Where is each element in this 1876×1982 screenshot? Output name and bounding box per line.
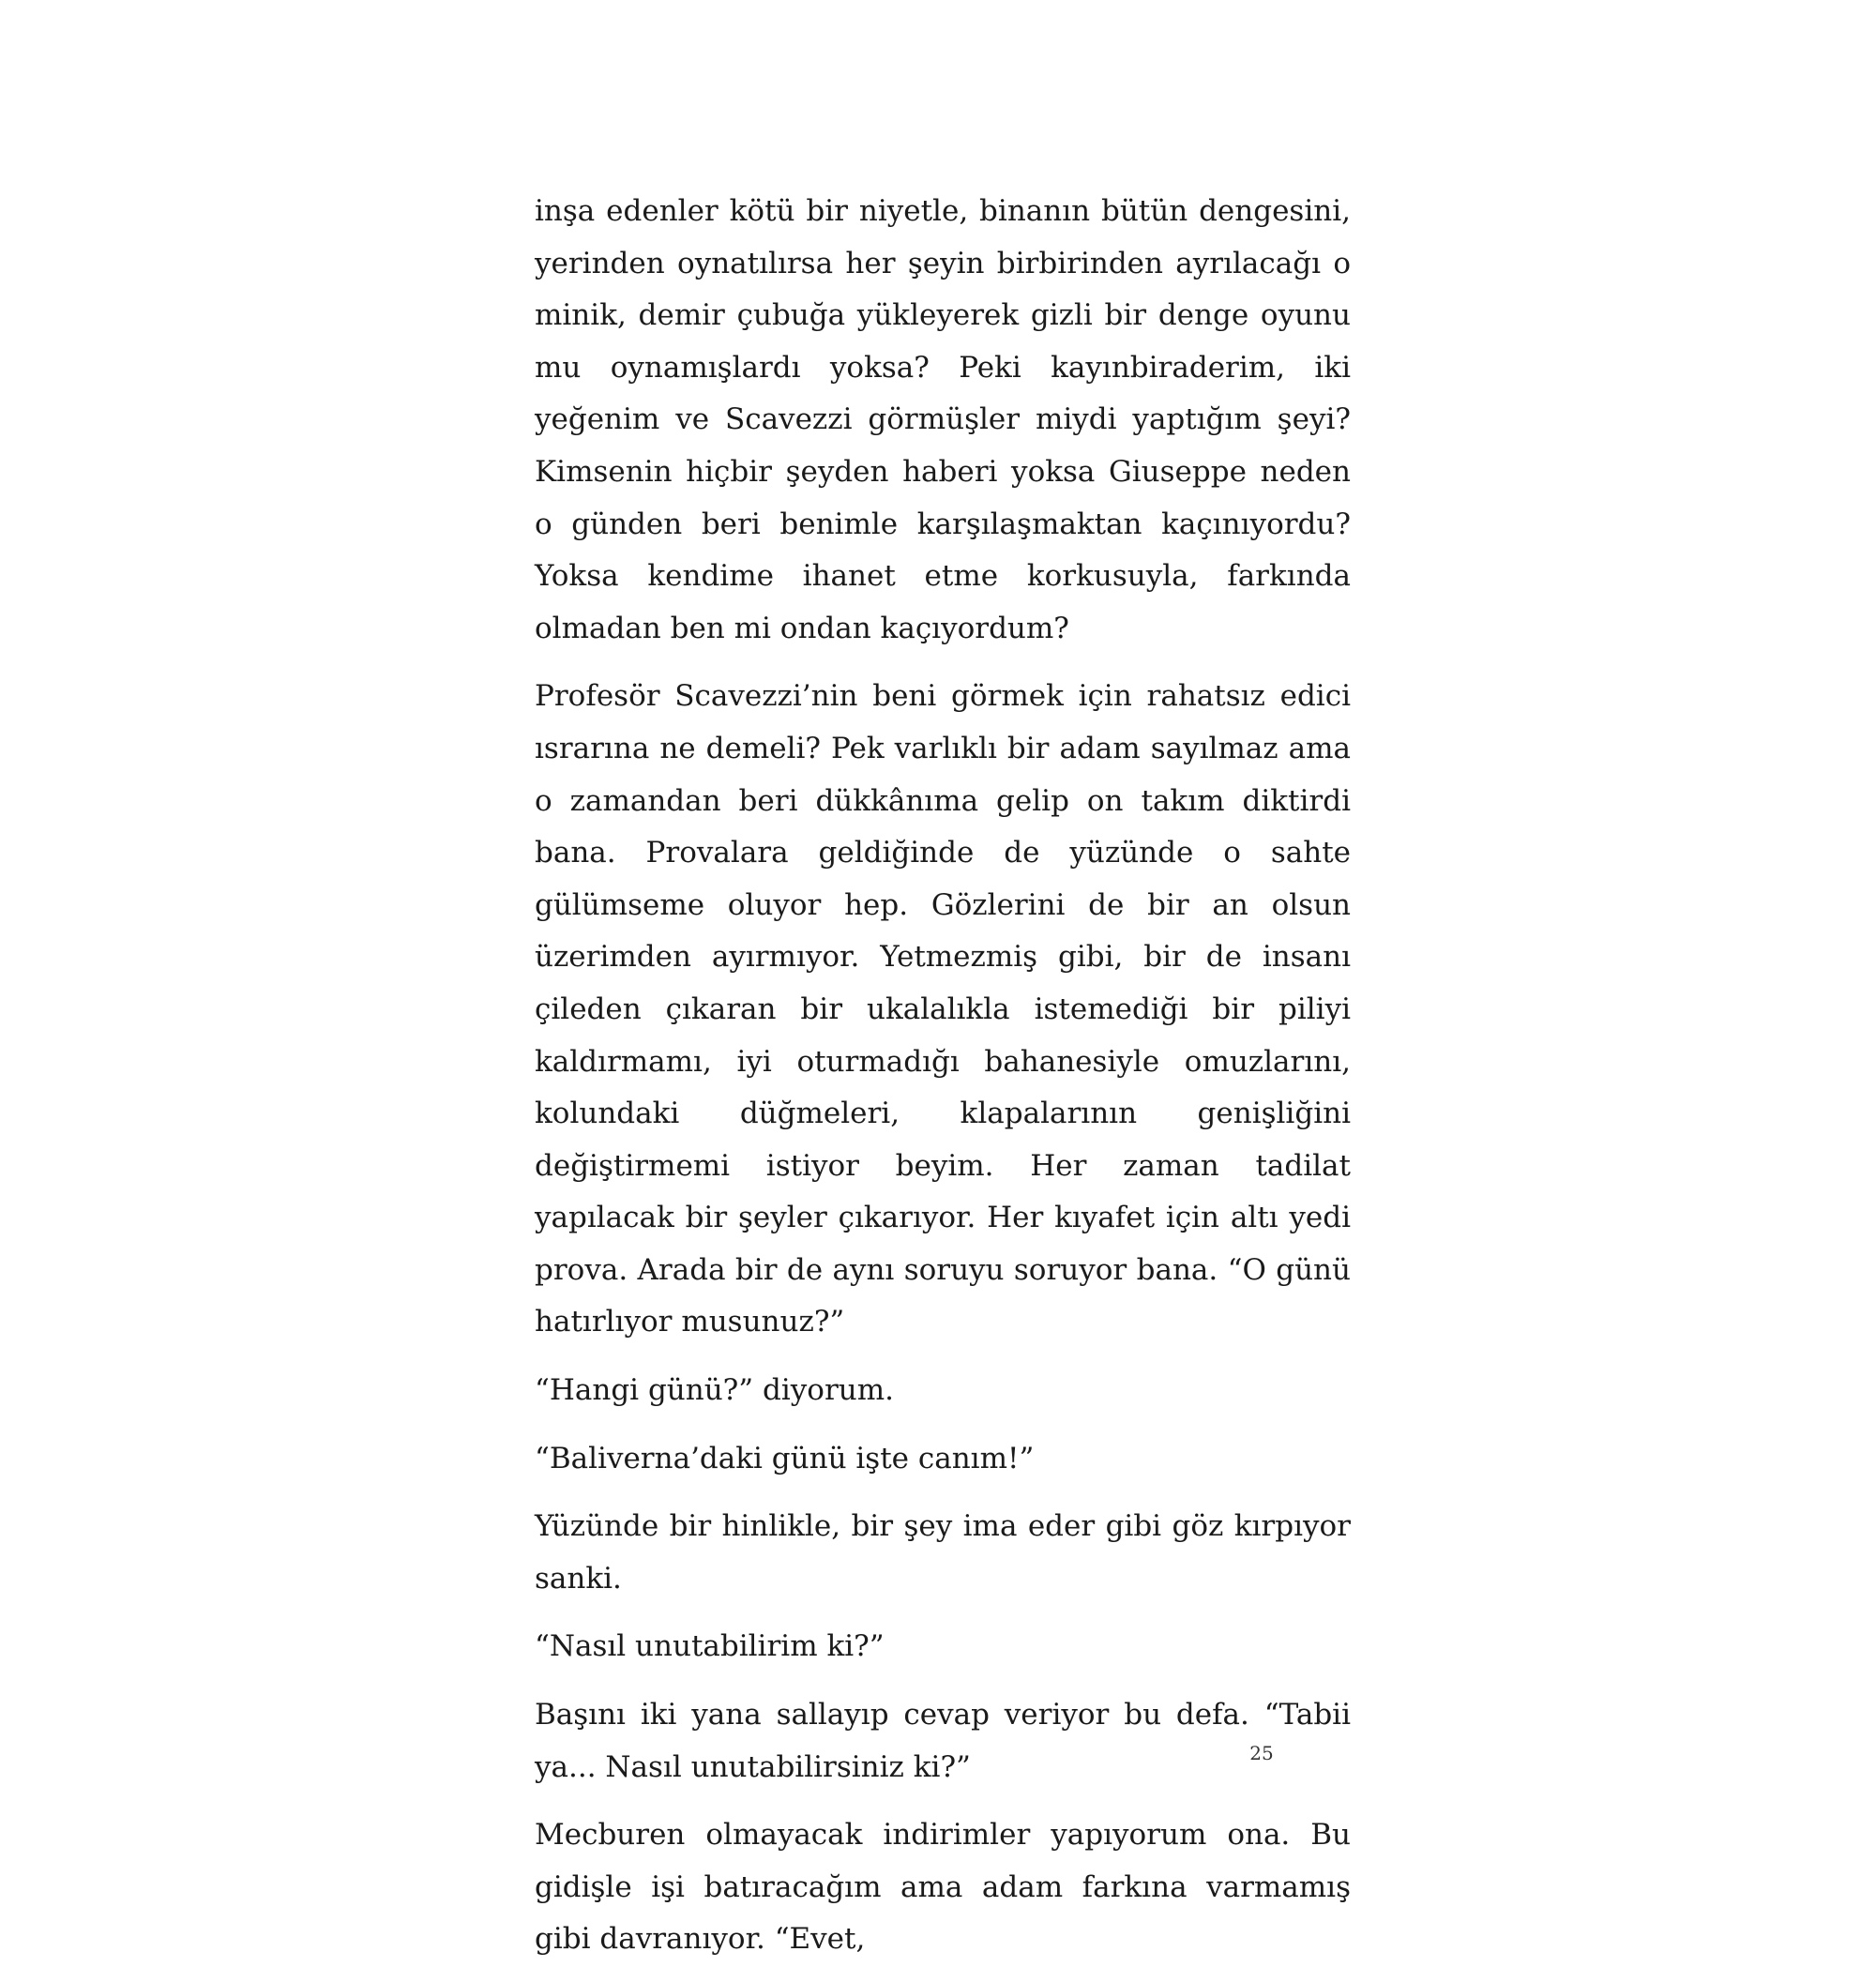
paragraph-8: Mecburen olmayacak indirimler yapıyorum ona. Bu gidişle işi batıracağım ama adam farkına varmamış gibi davranıyor. “Evet, [535,1818,1351,1957]
paragraph-7: Başını iki yana sallayıp cevap veriyor bu defa. “Tabii ya... Nasıl unutabilirsiniz ki?” [535,1698,1351,1784]
paragraph-4: “Baliverna’daki günü işte canım!” [535,1441,1035,1475]
page-number: 25 [1249,1742,1274,1764]
paragraph-3: “Hangi günü?” diyorum. [535,1373,894,1408]
paragraph-2: Profesör Scavezzi’nin beni görmek için rahatsız edici ısrarına ne demeli? Pek varlıklı bir adam sayılmaz ama o zamandan beri dükkânıma gelip on takım diktirdi bana. Provalara geldiğinde de yüzünde o sahte gülümseme oluyor hep. Gözlerini de bir an olsun üzerimden ayırmıyor. Yetmezmiş gibi, bir de insanı çileden çıkaran bir ukalalıkla istemediği bir piliyi kaldırmamı, iyi oturmadığı bahanesiyle omuzlarını, kolundaki düğmeleri, klapalarının genişliğini değiştirmemi istiyor beyim. Her zaman tadilat yapılacak bir şeyler çıkarıyor. Her kıyafet için altı yedi prova. Arada bir de aynı soruyu soruyor bana. “O günü hatırlıyor musunuz?” [535,679,1351,1339]
paragraph-5: Yüzünde bir hinlikle, bir şey ima eder gibi göz kırpıyor sanki. [535,1509,1351,1596]
paragraph-1: inşa edenler kötü bir niyetle, binanın bütün dengesini, yerinden oynatılırsa her şeyin birbirinden ayrılacağı o minik, demir çubuğa yükleyerek gizli bir denge oyunu mu oynamışlardı yoksa? Peki kayınbiraderim, iki yeğenim ve Scavezzi görmüşler miydi yaptığım şeyi? Kimsenin hiçbir şeyden haberi yoksa Giuseppe neden o günden beri benimle karşılaşmaktan kaçınıyordu? Yoksa kendime ihanet etme korkusuyla, farkında olmadan ben mi ondan kaçıyordum? [535,194,1351,645]
paragraph-6: “Nasıl unutabilirim ki?” [535,1629,885,1664]
body-text [535,186,1351,1982]
